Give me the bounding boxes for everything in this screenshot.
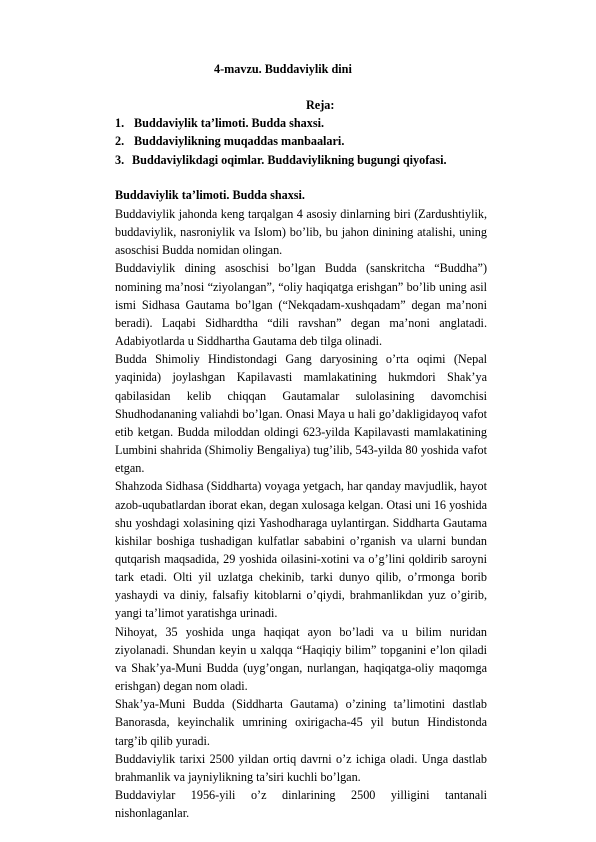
plan-item	[115, 153, 447, 168]
paragraph: Buddaviylik dining asoschisi bo’lgan Budda (sanskritcha “Buddha”) nomining ma’nosi “ziyolangan”, “oliy haqiqatga erishgan” bo’lib uning asil ismi Sidhasa Gautama bo’lgan (“Nekqadam-xushqadam” degan ma’noni beradi). Laqabi Sidhardtha “dili ravshan” degan ma’noni anglatadi. Adabiyotlarda u Siddhartha Gautama deb tilga olinadi.	[115, 261, 487, 349]
paragraph: Buddaviylik jahonda keng tarqalgan 4 asosiy dinlarning biri (Zardushtiylik, buddaviylik, nasroniylik va Islom) bo’lib, bu jahon dinining atalishi, uning asoschisi Budda nomidan olingan.	[115, 207, 487, 258]
paragraph: Budda Shimoliy Hindistondagi Gang daryosining o’rta oqimi (Nepal yaqinida) joylashgan Kapilavasti mamlakatining hukmdori Shak’ya qabilasidan kelib chiqqan Gautamalar sulolasining davomchisi Shudhodananing valiahdi bo’lgan. Onasi Maya u hali go’dakligidayoq vafot etib ketgan. Budda miloddan oldingi 623-yilda Kapilavasti mamlakatining Lumbini shahrida (Shimoliy Bengaliya) tug’ilib, 543-yilda 80 yoshida vafot etgan.	[115, 352, 487, 476]
paragraph: Nihoyat, 35 yoshida unga haqiqat ayon bo’ladi va u bilim nuridan ziyolanadi. Shundan keyin u xalqqa “Haqiqiy bilim” topganini e’lon qiladi va Shak’ya-Muni Budda (uyg’ongan, nurlangan, haqiqatga-oliy maqomga erishgan) degan nom oladi.	[115, 624, 487, 694]
paragraph: Buddaviylik tarixi 2500 yildan ortiq davrni o’z ichiga oladi. Unga dastlab brahmanlik va jayniylikning ta’siri kuchli bo’lgan.	[115, 751, 487, 784]
plan-item	[115, 134, 344, 149]
plan-item	[115, 116, 324, 131]
plan-heading: Reja:	[306, 98, 335, 112]
plan-item-number: 3.	[115, 153, 125, 167]
paragraph: Shahzoda Sidhasa (Siddharta) voyaga yetgach, har qanday mavjudlik, hayot azob-uqubatlardan iborat ekan, degan xulosaga kelgan. Otasi uni 16 yoshida shu yoshdagi xolasining qizi Yashodharaga uylantirgan. Siddharta Gautama kishilar boshiga tushadigan kulfatlar sababini o’rganish va ularni bundan qutqarish maqsadida, 29 yoshida oilasini-xotini va o’g’lini qoldirib saroyni tark etadi. Olti yil uzlatga chekinib, tarki dunyo qilib, o’rmonga borib yashaydi va diniy, falsafiy kitoblarni o’qiydi, brahmanlikdan yuz o’girib, yangi ta’limot yaratishga urinadi.	[115, 479, 487, 621]
body-text	[115, 205, 487, 822]
section-heading: Buddaviylik ta’limoti. Budda shaxsi.	[115, 188, 305, 202]
paragraph: Buddaviylar 1956-yili o’z dinlarining 2500 yilligini tantanali nishonlaganlar.	[115, 788, 487, 821]
document-title: 4-mavzu. Buddaviylik dini	[214, 62, 352, 76]
plan-item-text: Buddaviylikdagi oqimlar. Buddaviylikning bugungi qiyofasi.	[132, 153, 447, 167]
plan-item-text: Buddaviylik ta’limoti. Budda shaxsi.	[134, 116, 325, 130]
plan-item-number: 1.	[115, 116, 125, 130]
plan-item-number: 2.	[115, 134, 125, 148]
paragraph: Shak’ya-Muni Budda (Siddharta Gautama) o’zining ta’limotini dastlab Banorasda, keyinchalik umrining oxirigacha-45 yil butun Hindistonda targ’ib qilib yuradi.	[115, 697, 487, 748]
plan-item-text: Buddaviylikning muqaddas manbaalari.	[134, 134, 345, 148]
